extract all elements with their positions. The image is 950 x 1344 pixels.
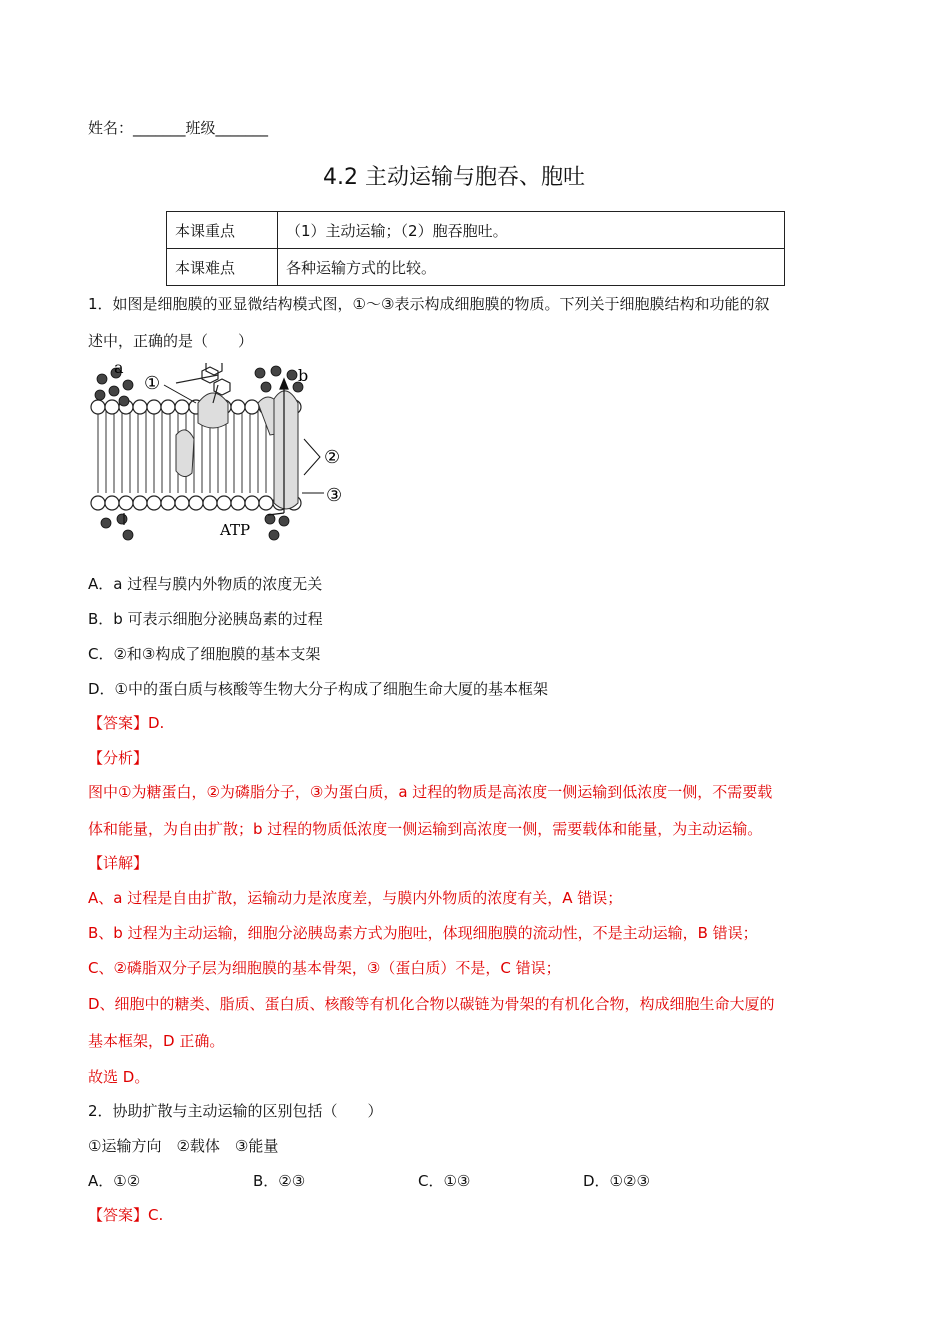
q1-detail-c: C、②磷脂双分子层为细胞膜的基本骨架，③（蛋白质）不是，C 错误； — [88, 959, 561, 977]
q2-answer: 【答案】C. — [88, 1206, 164, 1224]
name-class-line: 姓名：_______班级_______ — [88, 119, 269, 137]
q1-analysis-line1: 图中①为糖蛋白，②为磷脂分子，③为蛋白质，a 过程的物质是高浓度一侧运输到低浓度一侧，不需要载 — [88, 783, 773, 801]
q1-option-c: C．②和③构成了细胞膜的基本支架 — [88, 645, 321, 663]
q1-detail-d1: D、细胞中的糖类、脂质、蛋白质、核酸等有机化合物以碳链为骨架的有机化合物，构成细胞生命大厦的 — [88, 995, 775, 1013]
page-title: 4.2 主动运输与胞吞、胞吐 — [323, 165, 585, 190]
q1-option-d: D．①中的蛋白质与核酸等生物大分子构成了细胞生命大厦的基本框架 — [88, 680, 549, 698]
q2-option-c: C．①③ — [418, 1172, 471, 1190]
q1-analysis-label: 【分析】 — [88, 749, 149, 767]
label-2: ② — [324, 447, 341, 468]
q1-stem-line1: 1．如图是细胞膜的亚显微结构模式图，①～③表示构成细胞膜的物质。下列关于细胞膜结构和功能的叙 — [88, 295, 770, 313]
table-cell-key: 本课难点 — [167, 249, 278, 286]
label-a: a — [114, 363, 124, 377]
q1-detail-a: A、a 过程是自由扩散，运输动力是浓度差，与膜内外物质的浓度有关，A 错误； — [88, 889, 623, 907]
q1-detail-b: B、b 过程为主动运输，细胞分泌胰岛素方式为胞吐，体现细胞膜的流动性，不是主动运输，B 错误； — [88, 924, 758, 942]
q1-detail-d2: 基本框架，D 正确。 — [88, 1032, 225, 1050]
label-3: ③ — [326, 485, 343, 506]
label-atp: ATP — [220, 521, 251, 539]
label-b: b — [298, 366, 309, 385]
cell-membrane-diagram — [88, 363, 356, 545]
label-1: ① — [144, 373, 161, 394]
table-cell-value: （1）主动运输；（2）胞吞胞吐。 — [278, 212, 785, 249]
q1-answer: 【答案】D. — [88, 714, 165, 732]
key-points-table — [166, 211, 785, 286]
q2-stem: 2．协助扩散与主动运输的区别包括（ ） — [88, 1102, 383, 1120]
molecules — [95, 366, 303, 540]
q1-option-a: A．a 过程与膜内外物质的浓度无关 — [88, 575, 323, 593]
q2-items: ①运输方向 ②载体 ③能量 — [88, 1137, 279, 1155]
table-cell-key: 本课重点 — [167, 212, 278, 249]
q2-option-a: A．①② — [88, 1172, 141, 1190]
q1-analysis-line2: 体和能量，为自由扩散；b 过程的物质低浓度一侧运输到高浓度一侧，需要载体和能量，为主动运输。 — [88, 820, 763, 838]
table-row — [167, 249, 785, 286]
table-cell-value: 各种运输方式的比较。 — [278, 249, 785, 286]
q2-option-d: D．①②③ — [583, 1172, 650, 1190]
q1-detail-label: 【详解】 — [88, 854, 149, 872]
q1-option-b: B．b 可表示细胞分泌胰岛素的过程 — [88, 610, 323, 628]
q2-option-b: B．②③ — [253, 1172, 306, 1190]
q1-stem-line2: 述中，正确的是（ ） — [88, 332, 254, 350]
table-row — [167, 212, 785, 249]
q1-choose: 故选 D。 — [88, 1068, 150, 1086]
phospholipid-heads-bottom — [91, 496, 301, 510]
